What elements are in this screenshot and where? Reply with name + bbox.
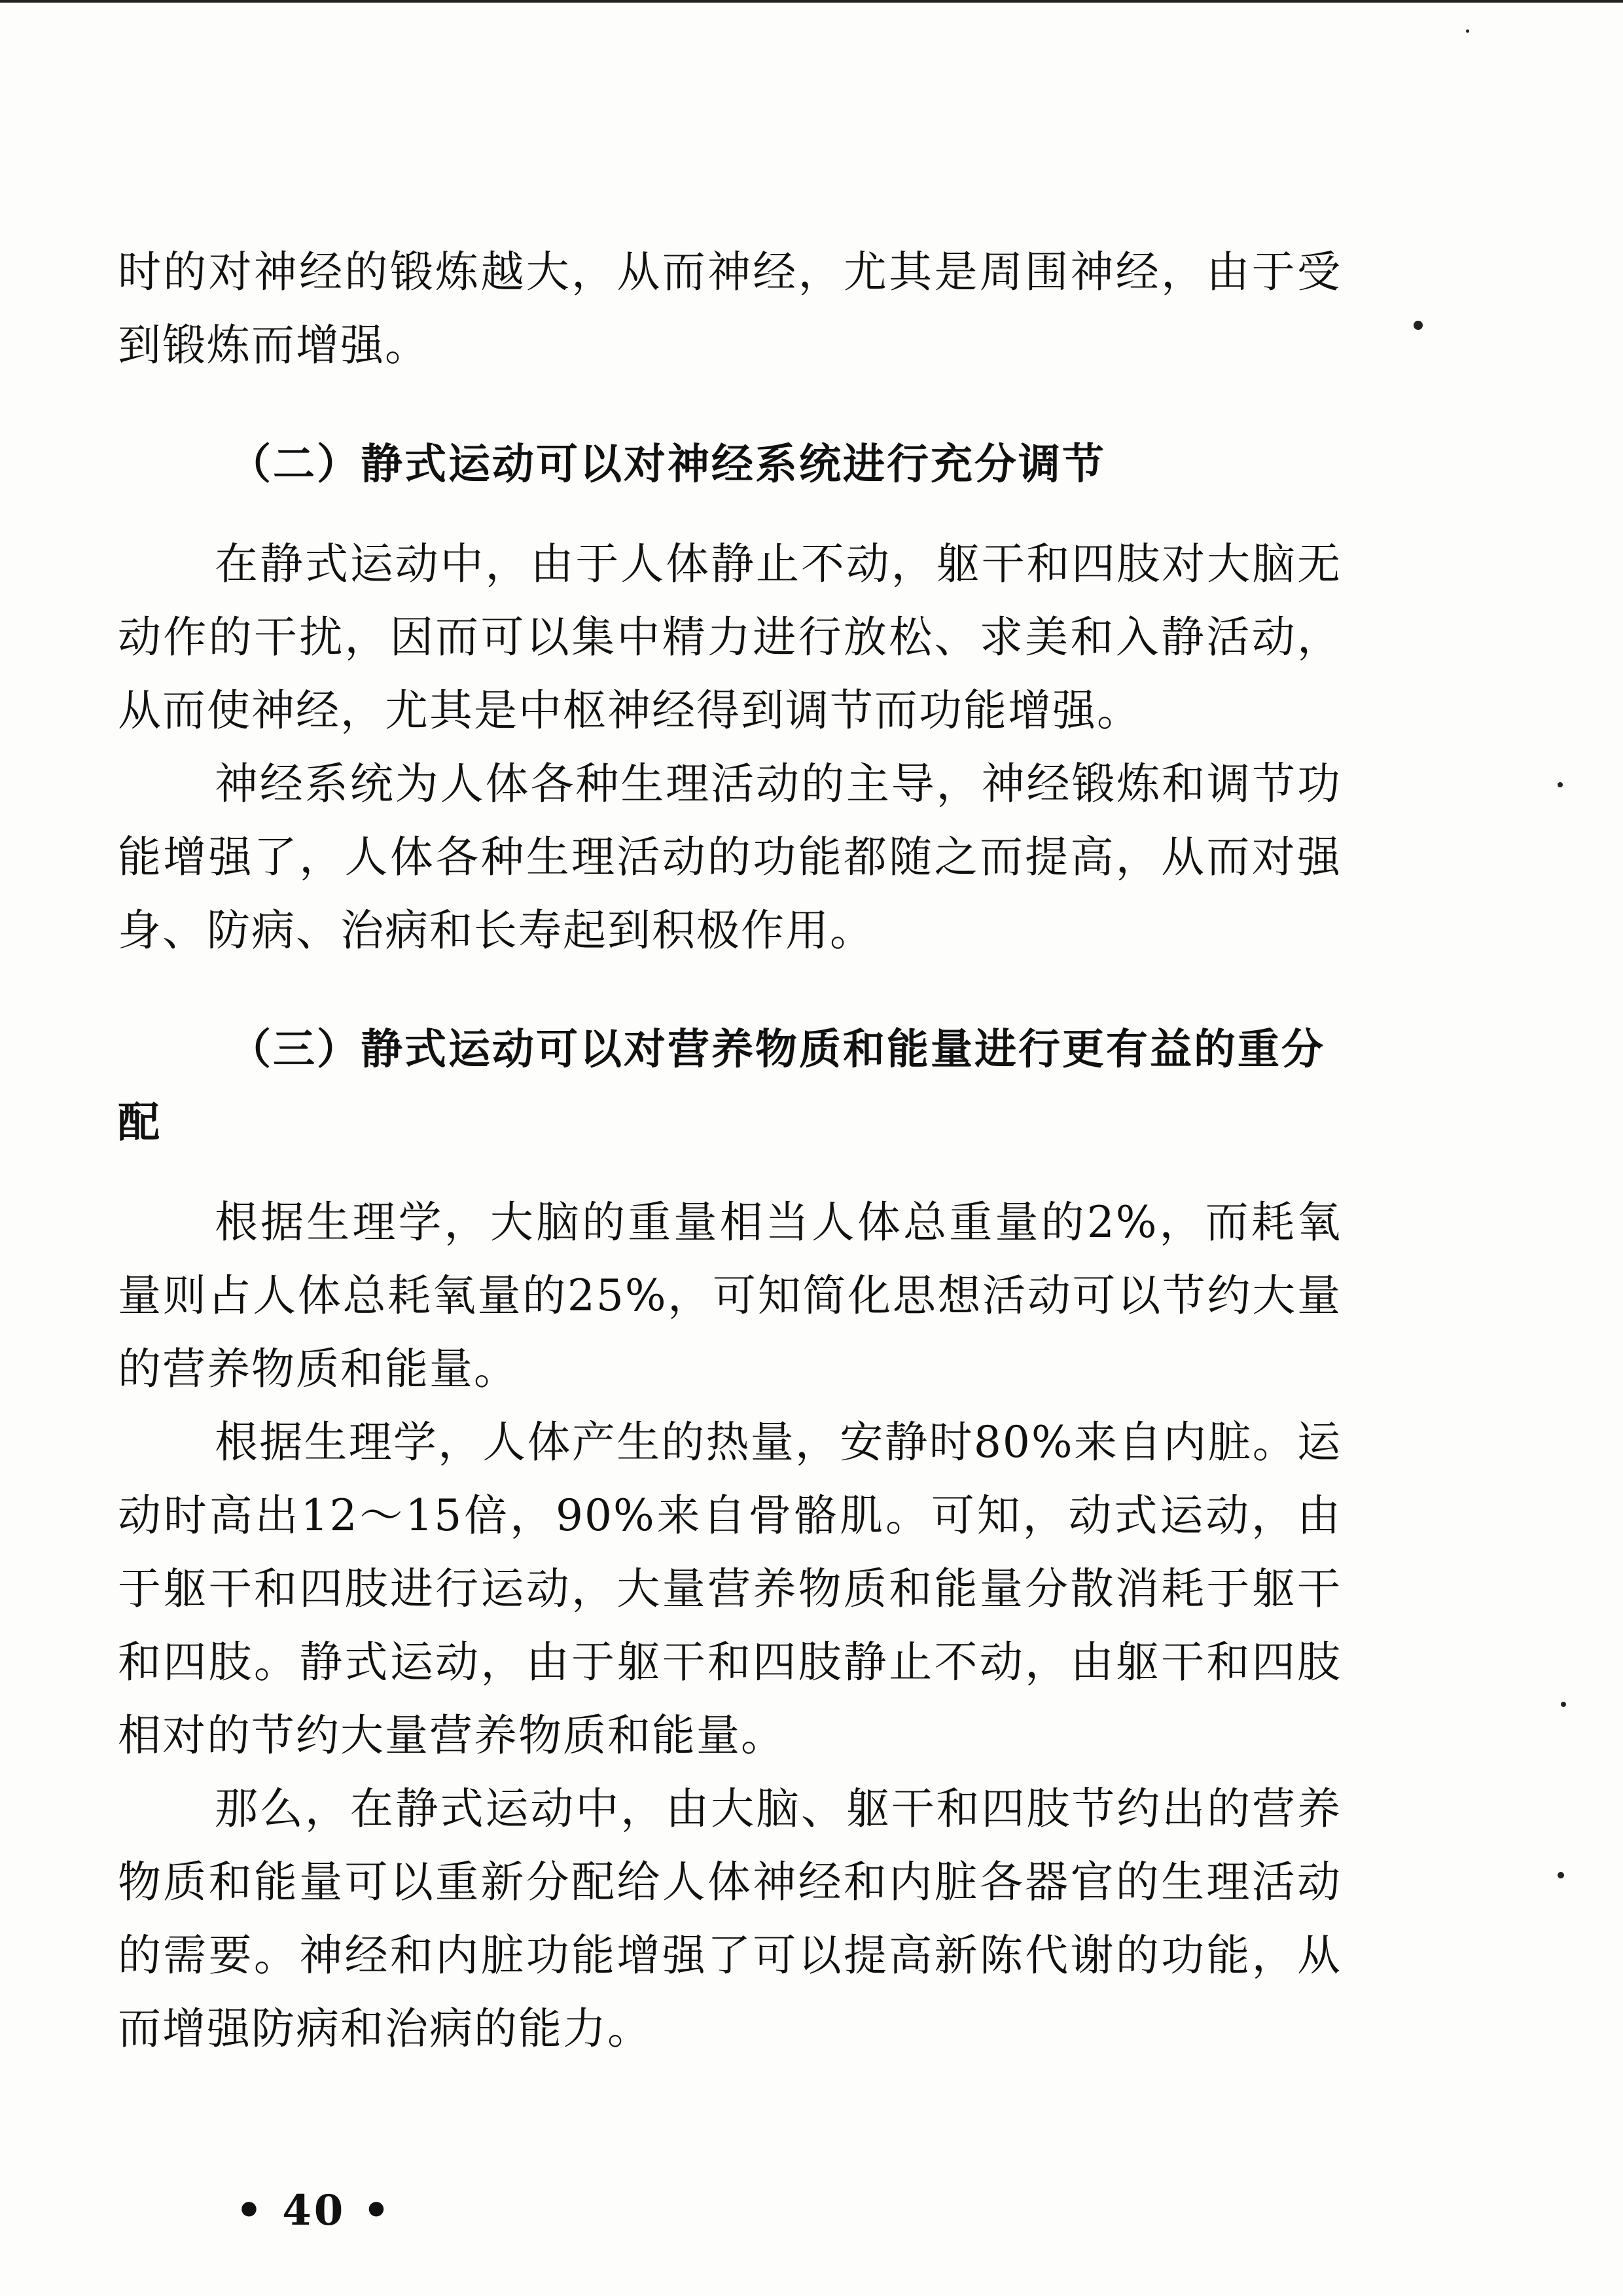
paragraph-continued: 时的对神经的锻炼越大，从而神经，尤其是周围神经，由于受到锻炼而增强。 — [118, 247, 1342, 370]
page-body — [118, 236, 1342, 2066]
paragraph: 那么，在静式运动中，由大脑、躯干和四肢节约出的营养物质和能量可以重新分配给人体神经和内脏各器官的生理活动的需要。神经和内脏功能增强了可以提高新陈代谢的功能，从而增强防病和治病的能力。 — [118, 1784, 1342, 2054]
section-heading-2: （二）静式运动可以对神经系统进行充分调节 — [229, 440, 1106, 489]
page-number: • 40 • — [236, 2186, 393, 2235]
paragraph: 神经系统为人体各种生理活动的主导，神经锻炼和调节功能增强了，人体各种生理活动的功能都随之而提高，从而对强身、防病、治病和长寿起到积极作用。 — [118, 759, 1342, 956]
paragraph: 根据生理学，人体产生的热量，安静时80%来自内脏。运动时高出12～15倍，90%来自骨骼肌。可知，动式运动，由于躯干和四肢进行运动，大量营养物质和能量分散消耗于躯干和四肢。静式运动，由于躯干和四肢静止不动，由躯干和四肢相对的节约大量营养物质和能量。 — [118, 1417, 1342, 1761]
paragraph: 根据生理学，大脑的重量相当人体总重量的2%，而耗氧量则占人体总耗氧量的25%，可知简化思想活动可以节约大量的营养物质和能量。 — [118, 1197, 1342, 1394]
section-heading-3: （三）静式运动可以对营养物质和能量进行更有益的重分配 — [118, 1026, 1325, 1147]
scan-speck — [1558, 1872, 1564, 1878]
paragraph: 在静式运动中，由于人体静止不动，躯干和四肢对大脑无动作的干扰，因而可以集中精力进行放松、求美和入静活动，从而使神经，尤其是中枢神经得到调节而功能增强。 — [118, 539, 1342, 736]
scan-speck — [1561, 1702, 1566, 1707]
scan-speck — [1414, 321, 1423, 330]
page-top-edge — [0, 0, 1623, 3]
scan-speck — [1466, 29, 1469, 33]
scan-speck — [1558, 782, 1563, 787]
